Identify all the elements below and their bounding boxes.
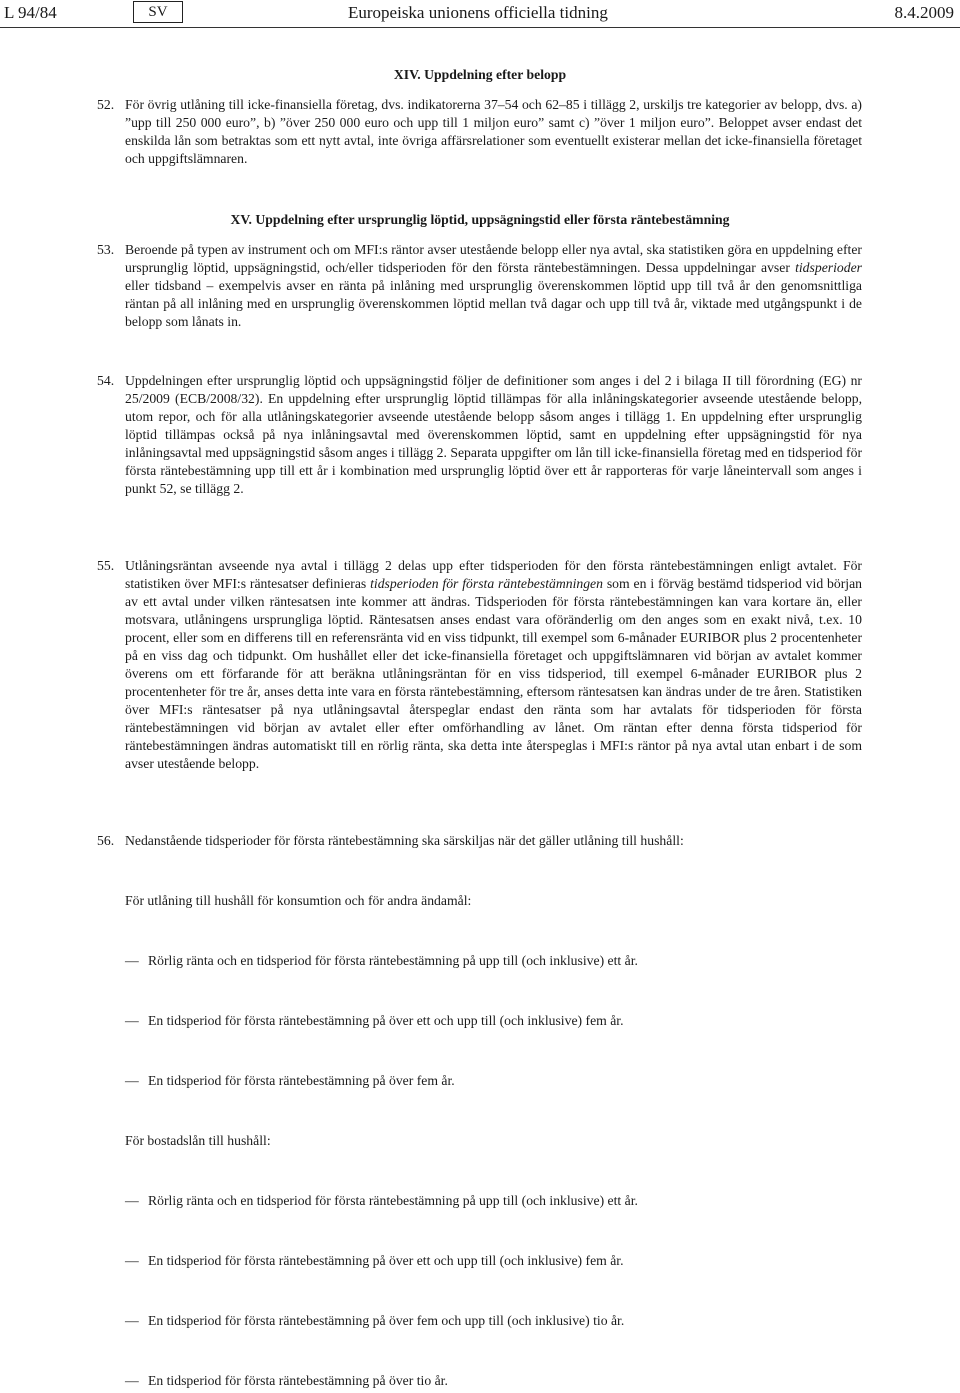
- list-item: [125, 1372, 865, 1390]
- text-run: som en i förväg bestämd tidsperiod vid början av ett avtal under vilken räntesatsen inte kommer att ändras. Tidsperioden för första räntebestämningen kan vara kortare än, eller motsvara, utlåningens ursprungliga löptid. Räntesatsen anses endast vara oföränderlig om den anges som en exakt nivå, t.ex. 10 procent, eller som en differens till en referensränta vid en viss tidpunkt, till exempel som 6-månader EURIBOR plus 2 procentenheter på en viss dag och tidpunkt. Om hushållet eller det icke-finansiella företaget och uppgiftslämnaren vid början av avtalet kommer överens om ett förfarande för att beräkna utlåningsräntan för en viss tidsperiod, till exempel 6-månader EURIBOR plus 2 procentenheter för tre år, anses detta inte vara en första räntebestämning, eftersom räntesatsen kan ändras under de tre åren. Statistiken över MFI:s räntesatser på nya utlåningsavtal återspeglar endast den ränta som har avtalats för tidsperioden för första räntebestämningen vid början av avtalet eller efter omförhandling av lånet. Om räntan efter denna första tidsperiod för räntebestämningen ändras automatiskt till en rörlig ränta, ska detta inte återspeglas i MFI:s räntor på nya avtal utan enbart i de som avser utestående belopp.: [125, 576, 862, 771]
- dash-marker: —: [125, 1073, 139, 1088]
- list-item: [125, 1312, 865, 1330]
- list-item: [125, 1252, 865, 1270]
- list-item-text: Rörlig ränta och en tidsperiod för första räntebestämning på upp till (och inklusive) ett år.: [148, 1193, 638, 1208]
- dash-marker: —: [125, 1253, 139, 1268]
- page-reference: L 94/84: [4, 3, 57, 22]
- list-item-text: Rörlig ränta och en tidsperiod för första räntebestämning på upp till (och inklusive) ett år.: [148, 953, 638, 968]
- language-badge: SV: [133, 1, 183, 23]
- list-item: [125, 1072, 865, 1090]
- paragraph-text: [125, 241, 862, 331]
- list-item-text: En tidsperiod för första räntebestämning på över ett och upp till (och inklusive) fem år.: [148, 1253, 624, 1268]
- text-run: Beroende på typen av instrument och om MFI:s räntor avser utestående belopp eller nya avtal, ska statistiken göra en uppdelning efter ursprunglig löptid, uppsägningstid, och/eller tidsperioden för den första räntebestämningen. Dessa uppdelningar avser: [125, 242, 862, 275]
- paragraph-text: För övrig utlåning till icke-finansiella företag, dvs. indikatorerna 37–54 och 62–85 i tillägg 2, urskiljs tre kategorier av belopp, dvs. a) ”upp till 250 000 euro”, b) ”över 250 000 euro och upp till 1 miljon euro” samt c) ”över 1 miljon euro”. Beloppet avser endast det enskilda lån som betraktas som ett nytt avtal, inte övriga affärsrelationer som eventuellt existerar mellan det icke-finansiella företaget och uppgiftslämnaren.: [125, 97, 862, 166]
- list-item-text: En tidsperiod för första räntebestämning på över fem och upp till (och inklusive) tio år.: [148, 1313, 625, 1328]
- paragraph-text: Uppdelningen efter ursprunglig löptid och uppsägningstid följer de definitioner som anges i del 2 i bilaga II till förordning (EG) nr 25/2009 (ECB/2008/32). En uppdelning efter ursprunglig löptid tillämpas för alla inlåningskategorier avseende utestående belopp, utom repor, och för alla utlåningskategorier avseende utestående belopp såsom anges i tillägg 1. En uppdelning efter ursprunglig löptid tillämpas också på nya inlåningsavtal med överenskommen löptid, samt en uppdelning efter uppsägningstid för nya inlåningsavtal med uppsägningstid såsom anges i tillägg 2. Separata uppgifter om lån till icke-finansiella företag med en tidsperiod för första räntebestämning upp till ett år i kombination med ursprunglig löptid över ett år rapporteras för varje låneintervall som anges i punkt 52, se tillägg 2.: [125, 373, 862, 496]
- section-heading-xv: XV. Uppdelning efter ursprunglig löptid, uppsägningstid eller första räntebestämning: [230, 212, 730, 227]
- list-item: [125, 1192, 865, 1210]
- paragraph-number: 55.: [97, 558, 115, 573]
- list-intro-consumption: För utlåning till hushåll för konsumtion och för andra ändamål:: [125, 893, 472, 908]
- dash-marker: —: [125, 1013, 139, 1028]
- paragraph-number: 52.: [97, 97, 115, 112]
- dash-marker: —: [125, 953, 139, 968]
- paragraph-53: [97, 241, 862, 331]
- page-header: [0, 0, 960, 26]
- text-run: eller tidsband – exempelvis avser en ränta på inlåning med ursprunglig överenskommen löptid upp till två år den genomsnittliga räntan på all inlåning med en ursprunglig överenskommen löptid mellan två dagar och upp till två år, viktade med utgångspunkt i de belopp som lånats in.: [125, 278, 862, 329]
- paragraph-number: 56.: [97, 833, 115, 848]
- dash-marker: —: [125, 1373, 139, 1388]
- emphasis: tidsperioden för första räntebestämningen: [370, 576, 603, 591]
- list-item: [125, 1012, 865, 1030]
- paragraph-number: 53.: [97, 242, 115, 257]
- journal-title: Europeiska unionens officiella tidning: [348, 3, 608, 22]
- section-heading-xiv: XIV. Uppdelning efter belopp: [393, 67, 567, 82]
- list-item: [125, 952, 865, 970]
- publication-date: 8.4.2009: [894, 3, 954, 22]
- list-item-text: En tidsperiod för första räntebestämning på över tio år.: [148, 1373, 448, 1388]
- dash-marker: —: [125, 1313, 139, 1328]
- list-item-text: En tidsperiod för första räntebestämning på över fem år.: [148, 1073, 455, 1088]
- paragraph-54: [97, 372, 862, 498]
- dash-marker: —: [125, 1193, 139, 1208]
- list-intro-housing: För bostadslån till hushåll:: [125, 1133, 271, 1148]
- emphasis: tidsperioder: [795, 260, 862, 275]
- text-run: Utlåningsräntan avseende nya avtal i tillägg 2 delas upp efter tidsperioden för den första räntebestämningen enligt avtalet. För statistiken över MFI:s räntesatser definieras: [125, 558, 862, 591]
- header-rule: [0, 27, 960, 28]
- paragraph-52: [97, 96, 862, 168]
- paragraph-number: 54.: [97, 373, 115, 388]
- paragraph-55: [97, 557, 862, 773]
- paragraph-56: [97, 832, 862, 850]
- paragraph-text: Nedanstående tidsperioder för första räntebestämning ska särskiljas när det gäller utlåning till hushåll:: [125, 833, 684, 848]
- list-item-text: En tidsperiod för första räntebestämning på över ett och upp till (och inklusive) fem år.: [148, 1013, 624, 1028]
- paragraph-text: [125, 557, 862, 773]
